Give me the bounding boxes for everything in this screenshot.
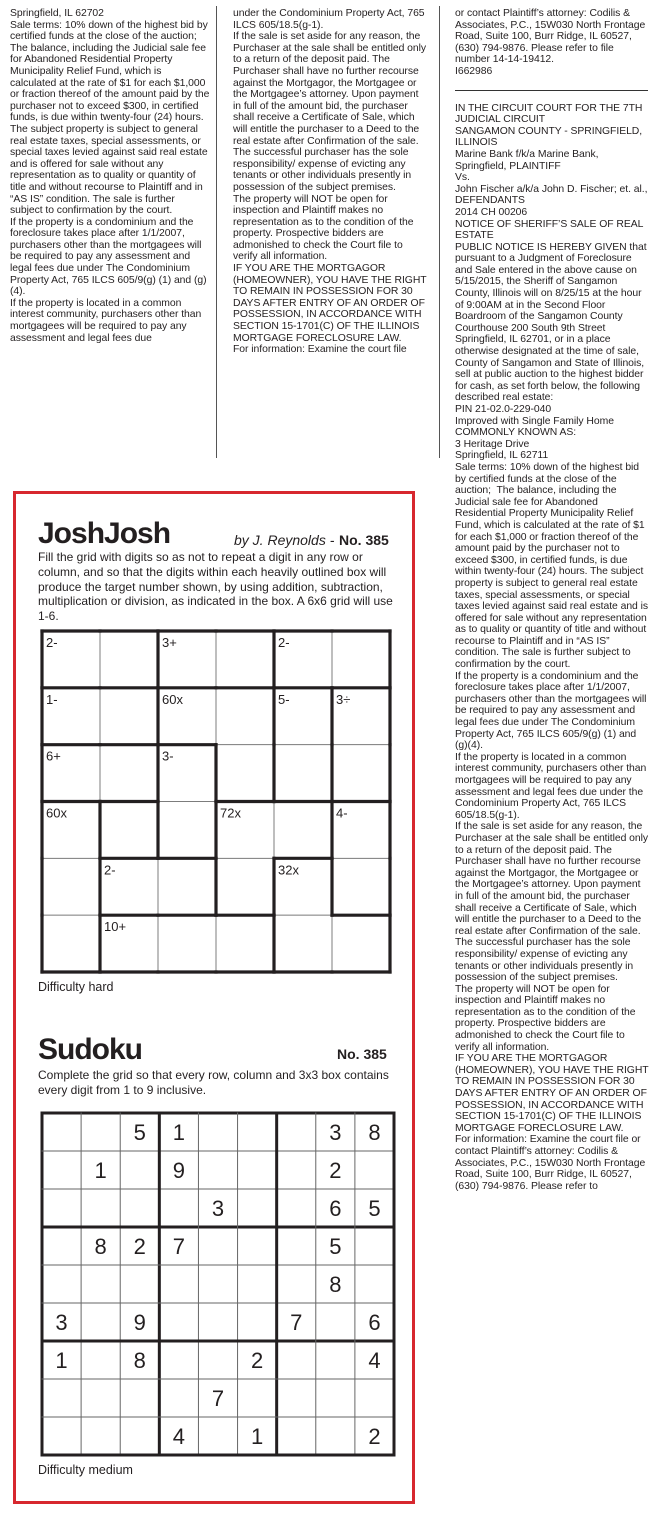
notice-paragraph: John Fischer a/k/a John D. Fischer; et. al., DEFENDANTS	[455, 183, 651, 207]
notice-continuation	[455, 8, 650, 78]
joshjosh-cell	[158, 915, 216, 972]
sudoku-issue-number: No. 385	[337, 1046, 387, 1062]
sudoku-given-digit: 4	[368, 1348, 381, 1373]
joshjosh-cell	[332, 745, 390, 802]
notice-paragraph: Improved with Single Family Home	[455, 415, 614, 427]
joshjosh-grid	[40, 629, 392, 974]
sudoku-given-digit: 3	[211, 1196, 225, 1221]
legal-notice-column-1	[10, 8, 213, 458]
sudoku-given-digit: 4	[172, 1424, 186, 1449]
notice-paragraph: COMMONLY KNOWN AS:	[455, 427, 577, 439]
joshjosh-title: JoshJosh	[38, 517, 171, 550]
notice-paragraph: Vs.	[455, 172, 470, 184]
sudoku-given-digit: 7	[211, 1386, 225, 1411]
joshjosh-cell	[158, 858, 216, 915]
joshjosh-cell	[274, 745, 332, 802]
sudoku-given-digit: 2	[133, 1234, 146, 1259]
sudoku-grid	[40, 1111, 396, 1457]
notice-paragraph: If the property is located in a common interest community, purchasers other than mortgagees will be required to pay any assessment and legal fees due under the Condominium Property Act, 765 ILCS 605/18.5(g-1).	[455, 751, 650, 821]
joshjosh-cell	[42, 915, 100, 972]
sudoku-given-digit: 7	[172, 1234, 186, 1259]
joshjosh-cell	[332, 858, 390, 915]
sudoku-given-digit: 1	[55, 1348, 68, 1373]
sudoku-given-digit: 7	[290, 1310, 303, 1335]
sudoku-given-digit: 2	[250, 1348, 264, 1373]
cage-label: 60x	[46, 805, 67, 821]
sudoku-difficulty: Difficulty medium	[38, 1463, 133, 1477]
puzzle-box	[13, 491, 415, 1504]
notice-separator	[455, 90, 648, 91]
legal-notice-column-2	[233, 8, 429, 458]
sudoku-given-digit: 8	[329, 1272, 342, 1297]
notice-paragraph: SANGAMON COUNTY - SPRINGFIELD, ILLINOIS	[455, 125, 645, 149]
notice-paragraph: The property will NOT be open for inspection and Plaintiff makes no representation as to the condition of the property. Prospective bidders are admonished to check the Court file to verify all information.	[233, 193, 417, 263]
sudoku-given-digit: 3	[329, 1120, 342, 1145]
sudoku-given-digit: 5	[133, 1120, 146, 1145]
cage-label: 3+	[162, 635, 177, 650]
sudoku-given-digit: 1	[172, 1120, 186, 1145]
sudoku-given-digit: 8	[94, 1234, 107, 1259]
notice-paragraph: For information: Examine the court file	[233, 344, 407, 356]
cage-label: 60x	[162, 691, 183, 707]
joshjosh-cell	[216, 631, 274, 688]
notice-paragraph: 2014 CH 00206	[455, 206, 528, 218]
cage-label: 6+	[46, 748, 61, 764]
sudoku-given-digit: 6	[329, 1196, 342, 1221]
joshjosh-byline: by J. Reynolds -	[234, 532, 335, 548]
sudoku-given-digit: 8	[368, 1120, 381, 1145]
sudoku-given-digit: 9	[172, 1158, 186, 1183]
cage-label: 72x	[220, 805, 241, 821]
notice-paragraph: If the sale is set aside for any reason, the Purchaser at the sale shall be entitled only to a return of the deposit paid. The Purchaser shall have no further recourse against the Mortgagor, the Mortgagee or the Mortgagee’s attorney. Upon payment in full of the amount bid, the purchaser shall receive a Certificate of Sale, which will entitle the purchaser to a Deed to the real estate after Confirmation of the sale. The successful purchaser has the sole responsibility/ expense of evicting any tenants or other individuals presently in possession of the subject premises.	[233, 31, 429, 193]
joshjosh-difficulty: Difficulty hard	[38, 980, 114, 994]
notice-paragraph: IF YOU ARE THE MORTGAGOR (HOMEOWNER), YOU HAVE THE RIGHT TO REMAIN IN POSSESSION FOR 30 DAYS AFTER ENTRY OF AN ORDER OF POSSESSION, IN ACCORDANCE WITH SECTION 15-1701(C) OF THE ILLINOIS MORTGAGE FORECLOSURE LAW.	[233, 263, 430, 344]
notice-paragraph: 3 Heritage Drive	[455, 438, 530, 450]
notice-paragraph: IN THE CIRCUIT COURT FOR THE 7TH JUDICIAL CIRCUIT	[455, 102, 646, 126]
joshjosh-cell	[158, 802, 216, 859]
cage-label: 2-	[104, 862, 116, 878]
notice-paragraph: or contact Plaintiff’s attorney: Codilis & Associates, P.C., 15W030 North Frontage Road, Suite 100, Burr Ridge, IL 60527, (630) 794-9876. Please refer to file number 14-14-19412.	[455, 8, 649, 66]
notice-paragraph: If the property is located in a common interest community, purchasers other than mortgagees will be required to pay any assessment and legal fees due	[10, 297, 205, 344]
notice-paragraph: Springfield, IL 62702	[10, 8, 104, 19]
joshjosh-cell	[100, 631, 158, 688]
sudoku-instructions: Complete the grid so that every row, column and 3x3 box contains every digit from 1 to 9 inclusive.	[38, 1068, 389, 1097]
cage-label: 2-	[278, 635, 290, 650]
cage-label: 10+	[104, 919, 127, 935]
notice-paragraph: The property will NOT be open for inspection and Plaintiff makes no representation as to the condition of the property. Prospective bidders are admonished to check the Court file to verify all information.	[455, 983, 639, 1053]
joshjosh-cell	[100, 745, 158, 802]
sudoku-given-digit: 1	[250, 1424, 264, 1449]
sudoku-given-digit: 9	[133, 1310, 146, 1335]
joshjosh-cell	[332, 915, 390, 972]
joshjosh-instructions: Fill the grid with digits so as not to repeat a digit in any row or column, and so that the digits within each heavily outlined box will produce the target number shown, by using addition, subtraction, multiplication or division, as indicated in the box. A 6x6 grid will use 1-6.	[38, 550, 393, 624]
notice-paragraph: If the sale is set aside for any reason, the Purchaser at the sale shall be entitled only to a return of the deposit paid. The Purchaser shall have no further recourse against the Mortgagor, the Mortgagee or the Mortgagee’s attorney. Upon payment in full of the amount bid, the purchaser shall receive a Certificate of Sale, which will entitle the purchaser to a Deed to the real estate after Confirmation of the sale. The successful purchaser has the sole responsibility/ expense of evicting any tenants or other individuals presently in possession of the subject premises.	[455, 821, 651, 984]
joshjosh-cell	[216, 858, 274, 915]
cage-label: 32x	[278, 862, 299, 878]
cage-label: 4-	[336, 805, 348, 821]
sudoku-given-digit: 8	[133, 1348, 146, 1373]
joshjosh-cell	[274, 915, 332, 972]
notice-paragraph: NOTICE OF SHERIFF’S SALE OF REAL ESTATE	[455, 218, 646, 242]
sheriff-sale-notice	[455, 103, 650, 1193]
joshjosh-cell	[216, 745, 274, 802]
joshjosh-cell	[100, 688, 158, 745]
notice-paragraph: If the property is a condominium and the foreclosure takes place after 1/1/2007, purchasers other than the mortgagees will be required to pay any assessment and legal fees due under The Condominium Property Act, 765 ILCS 605/9(g) (1) and (g)(4).	[455, 670, 650, 752]
notice-paragraph: I662986	[455, 65, 493, 77]
notice-paragraph: IF YOU ARE THE MORTGAGOR (HOMEOWNER), YOU HAVE THE RIGHT TO REMAIN IN POSSESSION FOR 30 DAYS AFTER ENTRY OF AN ORDER OF POSSESSION, IN ACCORDANCE WITH SECTION 15-1701(C) OF THE ILLINOIS MORTGAGE FORECLOSURE LAW.	[455, 1053, 652, 1134]
joshjosh-cell	[274, 802, 332, 859]
joshjosh-cell	[332, 631, 390, 688]
cage-label: 5-	[278, 691, 290, 707]
joshjosh-cell	[216, 688, 274, 745]
column-divider-1	[216, 6, 217, 458]
legal-notice-column-3	[455, 8, 650, 1518]
notice-paragraph: under the Condominium Property Act, 765 ILCS 605/18.5(g-1).	[233, 8, 428, 31]
notice-paragraph: For information: Examine the court file or contact Plaintiff’s attorney: Codilis & Associates, P.C., 15W030 North Frontage Road, Suite 100, Burr Ridge, IL 60527, (630) 794-9876. Please refer to	[455, 1134, 649, 1192]
joshjosh-cell	[100, 802, 158, 859]
cage-label: 1-	[46, 691, 58, 707]
sudoku-title: Sudoku	[38, 1033, 142, 1066]
cage-label: 3÷	[336, 691, 351, 707]
notice-paragraph: Sale terms: 10% down of the highest bid by certified funds at the close of the auction; The balance, including the Judicial sale fee for Abandoned Residential Property Municipality Relief Fund, which is calculated at the rate of $1 for each $1,000 or fraction thereof of the amount paid by the purchaser not to exceed $300, in certified funds, is due within twenty-four (24) hours. The subject property is subject to general real estate taxes, special assessments, or special taxes levied against said real estate and is offered for sale without any representation as to quality or quantity of title and without recourse to Plaintiff and in “AS IS” condition. The sale is further subject to confirmation by the court.	[455, 461, 651, 671]
joshjosh-cell	[42, 858, 100, 915]
sudoku-given-digit: 5	[329, 1234, 342, 1259]
sudoku-given-digit: 2	[368, 1424, 381, 1449]
cage-label: 3-	[162, 748, 174, 764]
notice-paragraph: If the property is a condominium and the foreclosure takes place after 1/1/2007, purchasers other than the mortgagees will be required to pay any assessment and legal fees due under The Condominium Property Act, 765 ILCS 605/9(g) (1) and (g)(4).	[10, 216, 207, 298]
notice-paragraph: Sale terms: 10% down of the highest bid by certified funds at the close of the auction; The balance, including the Judicial sale fee for Abandoned Residential Property Municipality Relief Fund, which is calculated at the rate of $1 for each $1,000 or fraction thereof of the amount paid by the purchaser not to exceed $300, in certified funds, is due within twenty-four (24) hours. The subject property is subject to general real estate taxes, special assessments, or special taxes levied against said real estate and is offered for sale without any representation as to quality or quantity of title and without recourse to Plaintiff and in “AS IS” condition. The sale is further subject to confirmation by the court.	[10, 19, 213, 217]
notice-paragraph: Springfield, IL 62711	[455, 450, 549, 462]
sudoku-given-digit: 3	[55, 1310, 68, 1335]
notice-paragraph: PUBLIC NOTICE IS HEREBY GIVEN that pursuant to a Judgment of Foreclosure and Sale entered in the above cause on 5/15/2015, the Sheriff of Sangamon County, Illinois will on 8/25/15 at the hour of 9:00AM at in the Second Floor Boardroom of the Sangamon County Courthouse 200 South 9th Street Springfield, IL 62701, or in a place otherwise designated at the time of sale, County of Sangamon and State of Illinois, sell at public auction to the highest bidder for cash, as set forth below, the following described real estate:	[455, 241, 650, 404]
notice-paragraph: Marine Bank f/k/a Marine Bank, Springfield, PLAINTIFF	[455, 148, 602, 172]
notice-paragraph: PIN 21-02.0-229-040	[455, 404, 552, 415]
sudoku-given-digit: 6	[368, 1310, 381, 1335]
joshjosh-issue-number: No. 385	[339, 532, 389, 548]
sudoku-given-digit: 2	[329, 1158, 342, 1183]
sudoku-given-digit: 1	[94, 1158, 107, 1183]
joshjosh-cell	[216, 915, 274, 972]
sudoku-given-digit: 5	[368, 1196, 381, 1221]
column-divider-2	[439, 6, 440, 458]
cage-label: 2-	[46, 635, 58, 650]
